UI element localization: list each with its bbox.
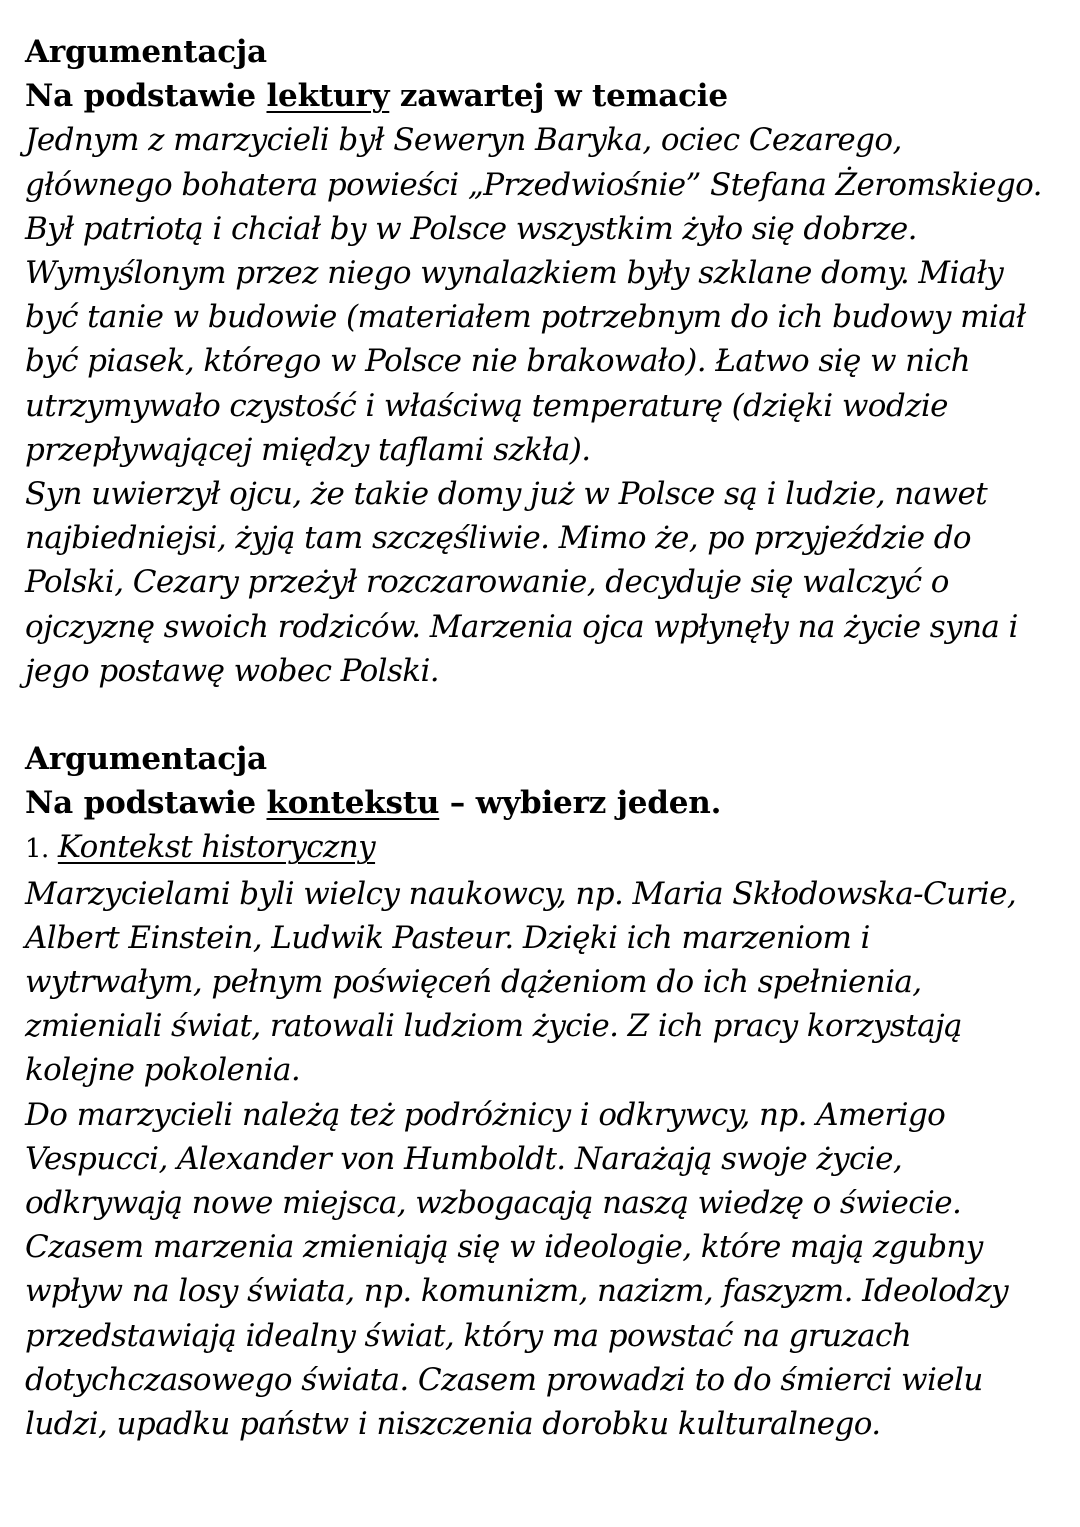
text-line: Był patriotą i chciał by w Polsce wszystkim żyło się dobrze. xyxy=(25,210,917,247)
subheading-prefix: Na podstawie xyxy=(25,785,267,822)
subheading-suffix: zawartej w temacie xyxy=(389,78,728,115)
paragraph xyxy=(25,872,1060,1093)
text-line: być tanie w budowie (materiałem potrzebnym do ich budowy miał xyxy=(25,299,1026,336)
paragraph xyxy=(25,472,1060,693)
paragraph xyxy=(25,1093,1060,1226)
text-line: dotychczasowego świata. Czasem prowadzi to do śmierci wielu xyxy=(25,1361,983,1398)
text-line: głównego bohatera powieści „Przedwiośnie” Stefana Żeromskiego. xyxy=(25,166,1042,203)
list-label: Kontekst historyczny xyxy=(57,829,376,866)
paragraph xyxy=(25,1225,1060,1446)
subheading-keyword: kontekstu xyxy=(266,785,440,822)
text-line: Albert Einstein, Ludwik Pasteur. Dzięki ich marzeniom i xyxy=(25,919,870,956)
text-line: Do marzycieli należą też podróżnicy i odkrywcy, np. Amerigo xyxy=(25,1096,946,1133)
section-subheading xyxy=(25,781,1060,825)
text-line: Czasem marzenia zmieniają się w ideologie, które mają zgubny xyxy=(25,1229,983,1266)
text-line: Wymyślonym przez niego wynalazkiem były szklane domy. Miały xyxy=(25,255,1004,292)
text-line: jego postawę wobec Polski. xyxy=(25,652,440,689)
text-line: odkrywają nowe miejsca, wzbogacają naszą wiedzę o świecie. xyxy=(25,1185,962,1222)
section-heading: Argumentacja xyxy=(25,741,267,777)
list-item-context xyxy=(25,825,1060,871)
subheading-suffix: – wybierz jeden. xyxy=(439,785,722,822)
text-line: ludzi, upadku państw i niszczenia dorobku kulturalnego. xyxy=(25,1406,881,1443)
text-line: Polski, Cezary przeżył rozczarowanie, decyduje się walczyć o xyxy=(25,564,949,601)
text-line: najbiedniejsi, żyją tam szczęśliwie. Mimo że, po przyjeździe do xyxy=(25,520,971,557)
text-line: ojczyznę swoich rodziców. Marzenia ojca wpłynęły na życie syna i xyxy=(25,608,1018,645)
section-subheading xyxy=(25,74,1060,118)
subheading-keyword: lektury xyxy=(266,78,390,115)
text-line: być piasek, którego w Polsce nie brakowało). Łatwo się w nich xyxy=(25,343,970,380)
text-line: przepływającej między taflami szkła). xyxy=(25,431,591,468)
text-line: utrzymywało czystość i właściwą temperaturę (dzięki wodzie xyxy=(25,387,948,424)
text-line: wpływ na losy świata, np. komunizm, nazizm, faszyzm. Ideolodzy xyxy=(25,1273,1009,1310)
text-line: zmieniali świat, ratowali ludziom życie. Z ich pracy korzystają xyxy=(25,1008,962,1045)
text-line: Syn uwierzył ojcu, że takie domy już w Polsce są i ludzie, nawet xyxy=(25,476,988,513)
text-line: wytrwałym, pełnym poświęceń dążeniom do ich spełnienia, xyxy=(25,964,922,1001)
section-lektura xyxy=(25,30,1060,693)
subheading-prefix: Na podstawie xyxy=(25,78,267,115)
text-line: przedstawiają idealny świat, który ma powstać na gruzach xyxy=(25,1317,912,1354)
text-line: Vespucci, Alexander von Humboldt. Narażają swoje życie, xyxy=(25,1140,903,1177)
text-line: Jednym z marzycieli był Seweryn Baryka, ociec Cezarego, xyxy=(25,122,902,159)
section-heading: Argumentacja xyxy=(25,34,267,70)
text-line: Marzycielami byli wielcy naukowcy, np. Maria Skłodowska-Curie, xyxy=(25,875,1017,912)
section-kontekst xyxy=(25,737,1060,1446)
text-line: kolejne pokolenia. xyxy=(25,1052,301,1089)
list-number: 1. xyxy=(25,834,49,865)
paragraph xyxy=(25,118,1060,472)
